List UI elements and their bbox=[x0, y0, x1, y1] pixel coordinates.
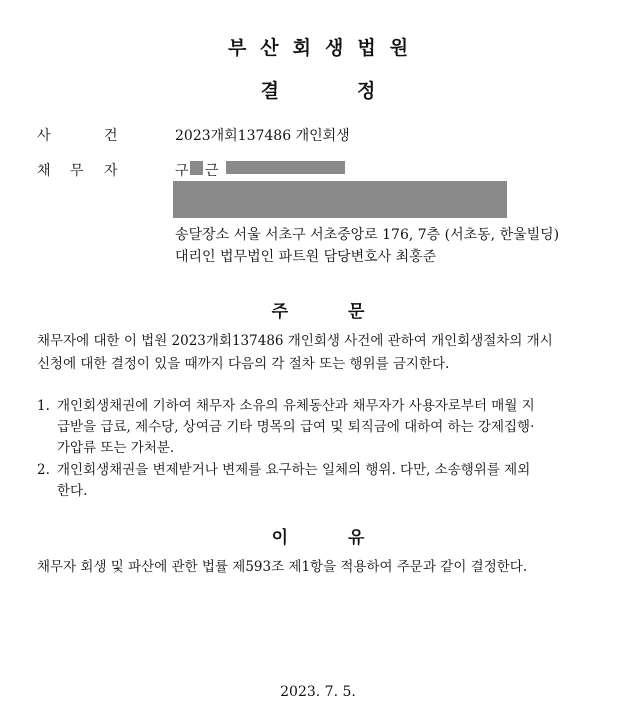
order-intro-line-2: 신청에 대한 결정이 있을 때까지 다음의 각 절차 또는 행위를 금지한다. bbox=[37, 356, 450, 372]
item-line: 가압류 또는 가처분. bbox=[57, 440, 175, 456]
case-label-1: 사 bbox=[37, 128, 51, 144]
order-item-1 bbox=[37, 396, 597, 459]
reason-heading-2: 유 bbox=[348, 528, 365, 548]
reason-heading bbox=[0, 523, 636, 548]
order-item-2 bbox=[37, 460, 597, 502]
item-line: 급받을 급료, 제수당, 상여금 기타 명목의 급여 및 퇴직금에 대하여 하는 강제집행· bbox=[57, 419, 535, 435]
court-name: 부산회생법원 bbox=[227, 37, 423, 59]
item-line: 개인회생채권에 기하여 채무자 소유의 유체동산과 채무자가 사용자로부터 매월 지 bbox=[57, 398, 535, 414]
title-char-1: 결 bbox=[260, 80, 279, 102]
id-redaction bbox=[226, 161, 345, 174]
debtor-label-2: 무 bbox=[70, 163, 84, 179]
order-heading-2: 문 bbox=[348, 302, 365, 322]
title-char-2: 정 bbox=[357, 80, 376, 102]
order-heading-1: 주 bbox=[271, 302, 288, 322]
reason-text: 채무자 회생 및 파산에 관한 법률 제593조 제1항을 적용하여 주문과 같이 결정한다. bbox=[37, 559, 528, 575]
order-intro-line-1: 채무자에 대한 이 법원 2023개회137486 개인회생 사건에 관하여 개인회생절차의 개시 bbox=[37, 333, 553, 349]
document-title bbox=[0, 76, 636, 103]
address-redaction bbox=[173, 181, 507, 218]
attorney: 대리인 법무법인 파트원 담당변호사 최홍준 bbox=[175, 249, 437, 265]
debtor-name-first: 구 bbox=[175, 163, 189, 179]
item-line: 개인회생채권을 변제받거나 변제를 요구하는 일체의 행위. 다만, 소송행위를 제외 bbox=[57, 462, 531, 478]
case-label-2: 건 bbox=[104, 128, 118, 144]
order-heading bbox=[0, 297, 636, 322]
debtor-label-3: 자 bbox=[104, 163, 118, 179]
item-number: 1. bbox=[37, 398, 50, 414]
service-address: 송달장소 서울 서초구 서초중앙로 176, 7층 (서초동, 한울빌딩) bbox=[175, 227, 560, 243]
debtor-name-last: 근 bbox=[205, 163, 219, 179]
debtor-label-1: 채 bbox=[37, 163, 51, 179]
decision-date: 2023. 7. 5. bbox=[280, 684, 356, 700]
name-redaction bbox=[190, 161, 203, 175]
reason-heading-1: 이 bbox=[271, 528, 288, 548]
item-number: 2. bbox=[37, 462, 50, 478]
case-number: 2023개회137486 개인회생 bbox=[175, 128, 350, 144]
order-intro bbox=[37, 330, 612, 376]
item-line: 한다. bbox=[57, 483, 88, 499]
